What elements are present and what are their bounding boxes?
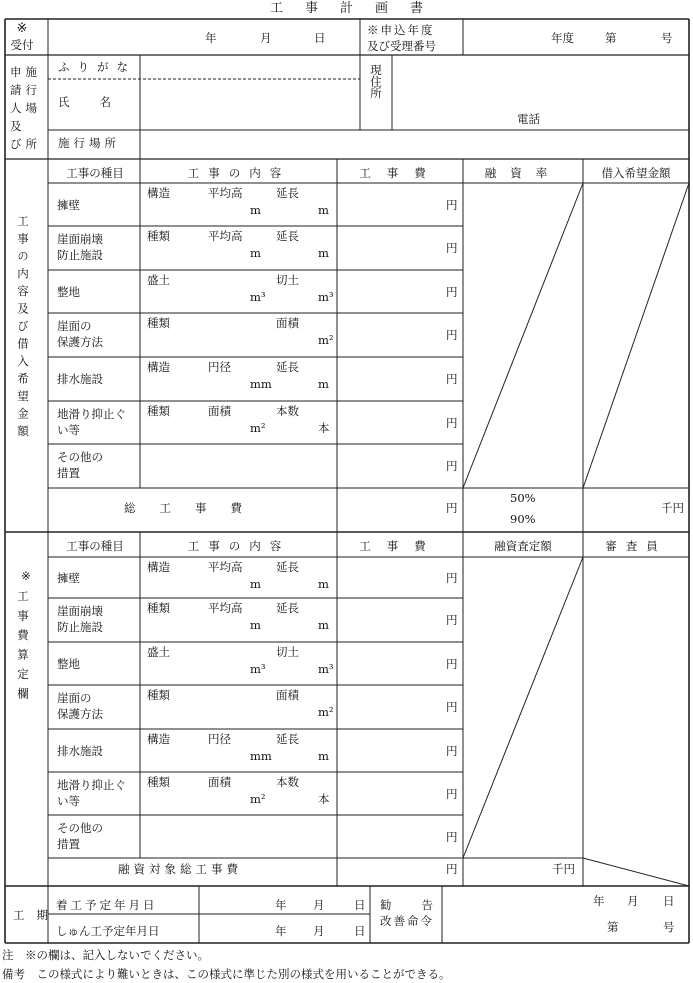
- s2-row-type-line1: 崖面崩壊: [57, 604, 103, 618]
- s2-row-unit3: 本: [318, 792, 330, 806]
- s2-row-yen: 円: [446, 613, 458, 627]
- s1-row-unit2: m²: [250, 421, 266, 435]
- s2-row-yen: 円: [446, 786, 458, 801]
- s1-row-unit3: m³: [318, 290, 334, 304]
- s1-rate-50: 50%: [510, 491, 536, 505]
- s1-row-unit2: m³: [250, 290, 266, 304]
- s2-row-yen: 円: [446, 743, 458, 758]
- s2-row-type-line1: 地滑り抑止ぐ: [57, 778, 126, 792]
- s2-row-yen: 円: [446, 656, 458, 671]
- section2-side-mark: ※: [21, 569, 31, 583]
- s1-row-content-field1: 構造: [147, 360, 170, 374]
- s2-row-content-field1: 構造: [147, 732, 170, 746]
- s1-row-unit3: m: [318, 377, 329, 391]
- s2-row-content-field3: 面積: [276, 688, 299, 702]
- advice-label-1: 勧告: [380, 898, 463, 912]
- s1-row-content-field3: 切土: [276, 273, 299, 287]
- s1-row-type-line1: 崖面の: [57, 319, 92, 333]
- s2-row-yen: 円: [446, 829, 458, 844]
- s1-row-unit3: m: [318, 246, 329, 260]
- s2-thousand-yen: 千円: [552, 862, 575, 876]
- s1-row-content-field3: 延長: [276, 229, 299, 243]
- section2-side-label: 工事費算定欄: [16, 590, 30, 707]
- s1-row-type-line2: 防止施設: [57, 248, 103, 262]
- start-day: 日: [354, 898, 366, 912]
- s1-row-unit3: m²: [318, 333, 334, 347]
- s2-row-unit3: m: [318, 618, 329, 632]
- s1-header-content: 工事の内容: [187, 166, 291, 180]
- s1-row-content-field2: 平均高: [208, 229, 243, 243]
- s2-row-yen: 円: [446, 700, 458, 714]
- advice-year: 年: [593, 894, 605, 908]
- s1-row-unit3: m: [318, 203, 329, 217]
- end-year: 年: [275, 924, 287, 938]
- gou-label: 号: [661, 31, 673, 45]
- s2-row-content-field3: 延長: [276, 560, 299, 574]
- site-label: 施行場所: [58, 136, 120, 150]
- s2-row-type-line2: 措置: [57, 837, 80, 851]
- s2-row-type: 排水施設: [57, 743, 103, 758]
- s1-total-label: 総工事費: [124, 501, 266, 515]
- s1-row-type-line2: い等: [57, 423, 80, 437]
- phone-label: 電話: [517, 112, 540, 126]
- s2-row-type-line2: 保護方法: [57, 707, 103, 721]
- applicant-side-label-2: 請行: [10, 83, 41, 97]
- s2-row-content-field2: 面積: [208, 775, 231, 789]
- s1-header-cost: 工事費: [359, 166, 442, 180]
- advice-month: 月: [627, 894, 639, 908]
- s2-row-type: 整地: [57, 656, 80, 671]
- s1-total-yen: 円: [446, 501, 458, 515]
- dai-label: 第: [605, 31, 617, 45]
- s1-row-content-field2: 平均高: [208, 186, 243, 200]
- s1-row-content-field3: 本数: [276, 404, 299, 418]
- s1-row-unit2: m: [250, 246, 261, 260]
- form-title: 工事計画書: [269, 1, 445, 16]
- s1-row-yen: 円: [446, 459, 458, 473]
- s2-row-type: 擁壁: [57, 570, 80, 585]
- s2-row-content-field2: 平均高: [208, 601, 243, 615]
- s1-row-yen: 円: [446, 241, 458, 255]
- start-date-label: 着工予定年月日: [56, 898, 158, 912]
- s2-row-content-field2: 円径: [208, 732, 231, 746]
- s2-total-yen: 円: [446, 862, 458, 876]
- s2-row-type-line1: 崖面の: [57, 691, 92, 705]
- s2-header-type: 工事の種目: [66, 539, 124, 553]
- s1-row-yen: 円: [446, 284, 458, 299]
- s2-header-examiner: 審査員: [605, 539, 667, 553]
- s1-row-content-field2: 円径: [208, 360, 231, 374]
- end-day: 日: [354, 924, 366, 938]
- s2-row-type-line1: その他の: [57, 821, 103, 835]
- s1-row-type-line1: 地滑り抑止ぐ: [57, 407, 126, 421]
- s2-row-type-line2: い等: [57, 794, 80, 808]
- s1-row-type-line1: 崖面崩壊: [57, 232, 103, 246]
- s2-row-content-field1: 盛土: [147, 645, 170, 659]
- s1-row-content-field3: 延長: [276, 360, 299, 374]
- s2-row-unit3: m³: [318, 662, 334, 676]
- nendo-label: 年度: [551, 31, 574, 45]
- s1-row-yen: 円: [446, 328, 458, 342]
- s2-row-content-field3: 切土: [276, 645, 299, 659]
- s2-row-content-field1: 種類: [147, 688, 170, 702]
- name-label: 氏名: [58, 95, 141, 109]
- end-month: 月: [313, 924, 325, 938]
- application-year-label-2: 及び受理番号: [367, 39, 436, 53]
- s1-row-unit3: 本: [318, 421, 330, 435]
- s1-row-yen: 円: [446, 197, 458, 212]
- s2-header-assessed: 融資査定額: [494, 539, 552, 553]
- s1-row-content-field1: 構造: [147, 186, 170, 200]
- start-year: 年: [275, 898, 287, 912]
- advice-dai: 第: [607, 920, 619, 934]
- date-month: 月: [260, 31, 272, 45]
- s2-row-content-field3: 延長: [276, 601, 299, 615]
- s1-rate-90: 90%: [510, 512, 536, 526]
- reception-label: 受付: [10, 38, 34, 52]
- s2-row-unit3: m: [318, 577, 329, 591]
- end-date-label: しゅん工予定年月日: [56, 924, 160, 938]
- s2-row-unit2: m²: [250, 792, 266, 806]
- applicant-side-label-3: 人場: [10, 101, 41, 115]
- s2-row-content-field2: 平均高: [208, 560, 243, 574]
- s1-row-type-line1: その他の: [57, 450, 103, 464]
- section1-side-label: 工事の内容及び借入希望金額: [16, 215, 30, 443]
- s1-row-type: 擁壁: [57, 197, 80, 212]
- s1-row-content-field3: 面積: [276, 316, 299, 330]
- s1-row-unit2: m: [250, 203, 261, 217]
- date-year: 年: [205, 31, 217, 45]
- s2-row-unit2: m³: [250, 662, 266, 676]
- applicant-side-label-4: 及: [10, 119, 26, 133]
- reception-mark: ※: [16, 21, 28, 36]
- s2-row-content-field3: 本数: [276, 775, 299, 789]
- s2-row-yen: 円: [446, 570, 458, 585]
- s2-row-unit3: m: [318, 749, 329, 763]
- s1-thousand-yen: 千円: [661, 501, 684, 515]
- s1-row-content-field1: 種類: [147, 229, 170, 243]
- s1-row-yen: 円: [446, 415, 458, 430]
- s1-header-loan: 借入希望金額: [601, 166, 671, 180]
- advice-label-2: 改善命令: [380, 914, 434, 928]
- advice-gou: 号: [663, 920, 675, 934]
- s1-row-type: 整地: [57, 284, 80, 299]
- s2-row-unit3: m²: [318, 705, 334, 719]
- remark-text: 備考 この様式により難いときは、この様式に準じた別の様式を用いることができる。: [2, 967, 451, 981]
- s2-row-content-field3: 延長: [276, 732, 299, 746]
- s2-header-cost: 工事費: [359, 539, 442, 553]
- address-label: 現住所: [369, 64, 383, 99]
- s1-row-content-field3: 延長: [276, 186, 299, 200]
- start-month: 月: [313, 898, 325, 912]
- date-day: 日: [314, 31, 326, 45]
- s1-header-rate: 融資率: [484, 166, 562, 180]
- s1-row-content-field1: 盛土: [147, 273, 170, 287]
- s2-row-type-line2: 防止施設: [57, 620, 103, 634]
- applicant-side-label-1: 申施: [10, 65, 41, 79]
- s1-row-type: 排水施設: [57, 372, 103, 386]
- s1-row-type-line2: 保護方法: [57, 335, 103, 349]
- s2-row-content-field1: 構造: [147, 560, 170, 574]
- s2-total-label: 融資対象総工事費: [118, 862, 242, 876]
- s1-row-content-field1: 種類: [147, 404, 170, 418]
- application-year-label-1: ※申込年度: [367, 23, 435, 37]
- s1-row-content-field2: 面積: [208, 404, 231, 418]
- advice-day: 日: [663, 894, 675, 908]
- note-text: 注 ※の欄は、記入しないでください。: [2, 948, 209, 962]
- s1-header-type: 工事の種目: [66, 166, 124, 180]
- s2-row-content-field1: 種類: [147, 775, 170, 789]
- s2-header-content: 工事の内容: [187, 539, 291, 553]
- s1-row-unit2: mm: [250, 377, 272, 391]
- s2-row-unit2: mm: [250, 749, 272, 763]
- s1-row-yen: 円: [446, 372, 458, 386]
- furigana-label: ふりがな: [58, 60, 136, 74]
- s2-row-unit2: m: [250, 577, 261, 591]
- period-label: 工期: [13, 908, 60, 922]
- s2-row-content-field1: 種類: [147, 601, 170, 615]
- s1-row-content-field1: 種類: [147, 316, 170, 330]
- s2-row-unit2: m: [250, 618, 261, 632]
- applicant-side-label-5: び所: [10, 137, 41, 151]
- s1-row-type-line2: 措置: [57, 466, 80, 480]
